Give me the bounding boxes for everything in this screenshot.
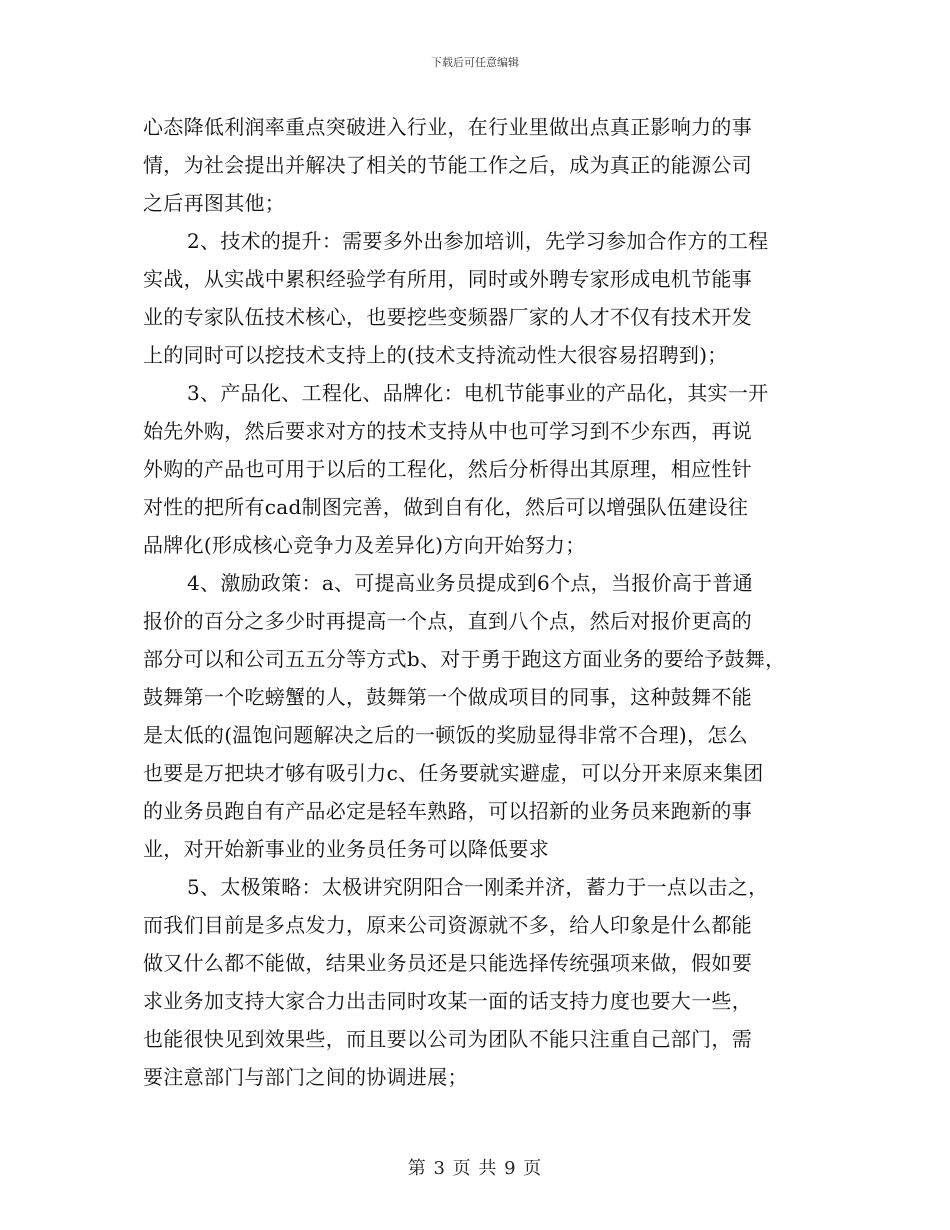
text-line: 3、产品化、工程化、品牌化：电机节能事业的产品化，其实一开 (187, 381, 769, 405)
text-line: 实战，从实战中累积经验学有所用，同时或外聘专家形成电机节能事 (143, 267, 752, 291)
text-line: 部分可以和公司五五分等方式b、对于勇于跑这方面业务的要给予鼓舞， (143, 647, 786, 671)
text-line: 5、太极策略：太极讲究阴阳合一刚柔并济，蓄力于一点以击之， (187, 875, 769, 899)
text-line: 的业务员跑自有产品必定是轻车熟路，可以招新的业务员来跑新的事 (143, 799, 752, 823)
text-line: 也能很快见到效果些，而且要以公司为团队不能只注重自己部门，需 (143, 1027, 752, 1051)
text-line: 报价的百分之多少时再提高一个点，直到八个点，然后对报价更高的 (143, 609, 752, 633)
text-line: 是太低的(温饱问题解决之后的一顿饭的奖励显得非常不合理)，怎么 (143, 723, 748, 747)
page-header: 下载后可任意编辑 (431, 56, 519, 69)
text-line: 要注意部门与部门之间的协调进展； (143, 1065, 468, 1089)
page-number-footer: 第 3 页 共 9 页 (407, 1158, 543, 1179)
text-line: 做又什么都不能做，结果业务员还是只能选择传统强项来做，假如要 (143, 951, 752, 975)
text-line: 心态降低利润率重点突破进入行业，在行业里做出点真正影响力的事 (143, 115, 752, 139)
text-line: 鼓舞第一个吃螃蟹的人，鼓舞第一个做成项目的同事，这种鼓舞不能 (143, 685, 752, 709)
text-line: 外购的产品也可用于以后的工程化，然后分析得出其原理，相应性针 (143, 457, 752, 481)
text-line: 业的专家队伍技术核心，也要挖些变频器厂家的人才不仅有技术开发 (143, 305, 752, 329)
text-line: 而我们目前是多点发力，原来公司资源就不多，给人印象是什么都能 (143, 913, 752, 937)
text-line: 2、技术的提升：需要多外出参加培训，先学习参加合作方的工程 (187, 229, 769, 253)
text-line: 也要是万把块才够有吸引力c、任务要就实避虚，可以分开来原来集团 (143, 761, 764, 785)
text-line: 品牌化(形成核心竞争力及差异化)方向开始努力； (143, 533, 586, 557)
text-line: 业，对开始新事业的业务员任务可以降低要求 (143, 837, 549, 861)
text-line: 对性的把所有cad制图完善，做到自有化，然后可以增强队伍建设往 (143, 495, 749, 519)
text-line: 上的同时可以挖技术支持上的(技术支持流动性大很容易招聘到)； (143, 343, 728, 367)
text-line: 情，为社会提出并解决了相关的节能工作之后，成为真正的能源公司 (143, 153, 752, 177)
document-body (143, 108, 833, 1096)
text-line: 始先外购，然后要求对方的技术支持从中也可学习到不少东西，再说 (143, 419, 752, 443)
text-line: 之后再图其他； (143, 191, 286, 215)
text-line: 4、激励政策：a、可提高业务员提成到6个点，当报价高于普通 (187, 571, 754, 595)
text-line: 求业务加支持大家合力出击同时攻某一面的话支持力度也要大一些， (143, 989, 752, 1013)
